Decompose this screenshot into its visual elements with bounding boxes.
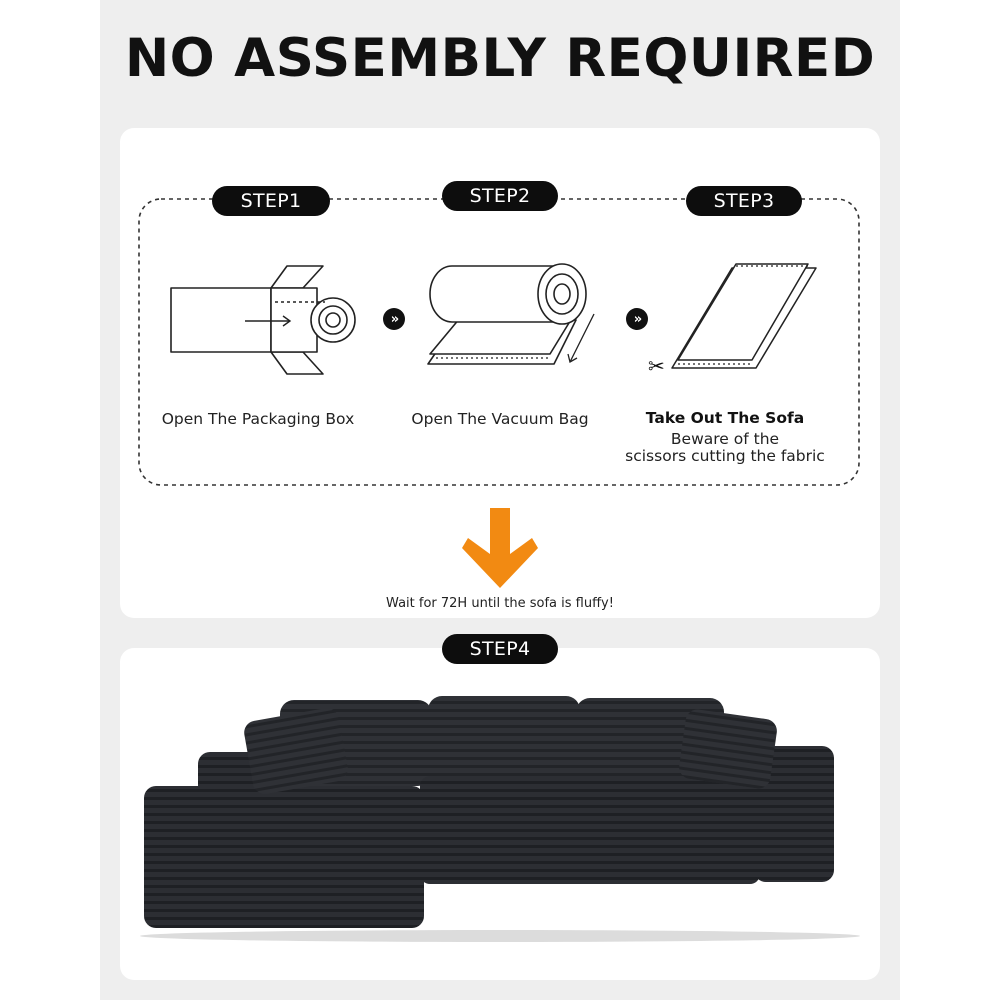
arrow-down-icon (462, 508, 538, 590)
wait-note: Wait for 72H until the sofa is fluffy! (386, 596, 614, 611)
vacuum-bag-illustration (422, 258, 607, 373)
step3-caption: Take Out The Sofa (645, 409, 805, 427)
step3-note-line1: Beware of the (670, 430, 780, 448)
chevron-right-icon: » (383, 308, 405, 330)
page-title: NO ASSEMBLY REQUIRED (124, 28, 876, 89)
scissors-icon: ✂ (648, 356, 665, 378)
step4-badge: STEP4 (442, 634, 558, 664)
open-fabric-illustration (648, 256, 828, 376)
sofa-image (120, 648, 880, 980)
step2-badge: STEP2 (442, 181, 558, 211)
step3-badge: STEP3 (686, 186, 802, 216)
chevron-right-icon: » (626, 308, 648, 330)
step1-badge: STEP1 (212, 186, 330, 216)
step3-note-line2: scissors cutting the fabric (625, 447, 825, 465)
packaging-box-illustration (165, 258, 365, 380)
step2-caption: Open The Vacuum Bag (411, 410, 589, 428)
step1-caption: Open The Packaging Box (161, 410, 355, 428)
